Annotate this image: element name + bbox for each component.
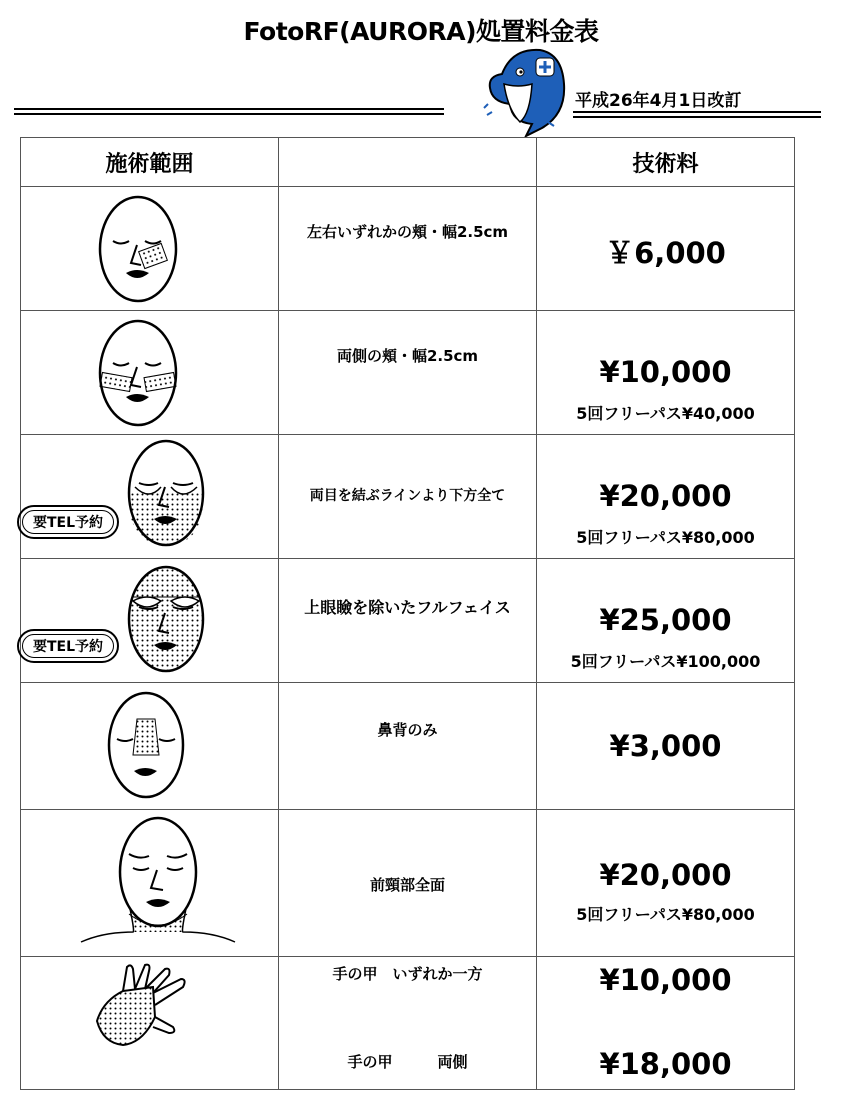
- area-illustration-cell: [21, 559, 279, 683]
- area-description: 両目を結ぶラインより下方全て: [309, 488, 506, 504]
- area-illustration-cell: [21, 683, 279, 810]
- free-pass-price: 5回フリーパス¥100,000: [570, 652, 761, 671]
- free-pass-price: 5回フリーパス¥80,000: [576, 528, 755, 547]
- face-full-except-eyelids-icon: [125, 563, 207, 675]
- header-rule-left-2: [14, 113, 444, 115]
- header-desc: [279, 138, 537, 187]
- tel-reservation-badge: [17, 505, 119, 539]
- price-one-side: ¥10,000: [599, 963, 732, 997]
- header-rule-left-1: [14, 108, 444, 110]
- badge-label: 要TEL予約: [22, 510, 114, 534]
- page-title: FotoRF(AURORA)処置料金表: [243, 17, 599, 46]
- price: ¥3,000: [609, 729, 722, 763]
- area-description: 前頸部全面: [369, 876, 445, 894]
- table-row: [21, 311, 795, 435]
- table-row: [21, 559, 795, 683]
- price-both-sides: ¥18,000: [599, 1047, 732, 1081]
- table-row: [21, 435, 795, 559]
- table-row: [21, 187, 795, 311]
- table-row: [21, 683, 795, 810]
- price: ¥20,000: [599, 858, 732, 892]
- face-nose-bridge-icon: [105, 689, 187, 801]
- area-description-one-side: 手の甲 いずれか一方: [332, 965, 483, 983]
- area-description: 鼻背のみ: [377, 721, 438, 739]
- table-header-row: [21, 138, 795, 187]
- table-row: [21, 957, 795, 1090]
- area-description: 上眼瞼を除いたフルフェイス: [304, 598, 511, 617]
- area-description: 左右いずれかの頬・幅2.5cm: [306, 223, 509, 241]
- area-description: 両側の頬・幅2.5cm: [336, 347, 479, 365]
- area-illustration-cell: [21, 187, 279, 311]
- face-anterior-neck-icon: [73, 814, 243, 954]
- header-fee: 技術料: [537, 138, 795, 187]
- tel-reservation-badge: [17, 629, 119, 663]
- price: ￥6,000: [605, 236, 726, 270]
- face-both-cheeks-icon: [93, 317, 183, 429]
- price-table: [20, 137, 795, 1090]
- dolphin-mascot-icon: [482, 44, 566, 138]
- free-pass-price: 5回フリーパス¥80,000: [576, 905, 755, 924]
- price: ¥10,000: [599, 355, 732, 389]
- price: ¥20,000: [599, 479, 732, 513]
- area-description-both-sides: 手の甲 両側: [347, 1053, 468, 1071]
- area-illustration-cell: [21, 435, 279, 559]
- header-rule-right-2: [573, 116, 821, 118]
- face-lower-half-icon: [125, 437, 207, 549]
- header-area: 施術範囲: [21, 138, 279, 187]
- header-rule-right-1: [573, 111, 821, 113]
- area-illustration-cell: [21, 810, 279, 957]
- hand-back-icon: [93, 961, 203, 1051]
- area-illustration-cell: [21, 311, 279, 435]
- free-pass-price: 5回フリーパス¥40,000: [576, 404, 755, 423]
- face-one-cheek-icon: [93, 193, 183, 305]
- area-illustration-cell: [21, 957, 279, 1090]
- price: ¥25,000: [599, 603, 732, 637]
- revision-date: 平成26年4月1日改訂: [575, 91, 742, 111]
- table-row: [21, 810, 795, 957]
- badge-label: 要TEL予約: [22, 634, 114, 658]
